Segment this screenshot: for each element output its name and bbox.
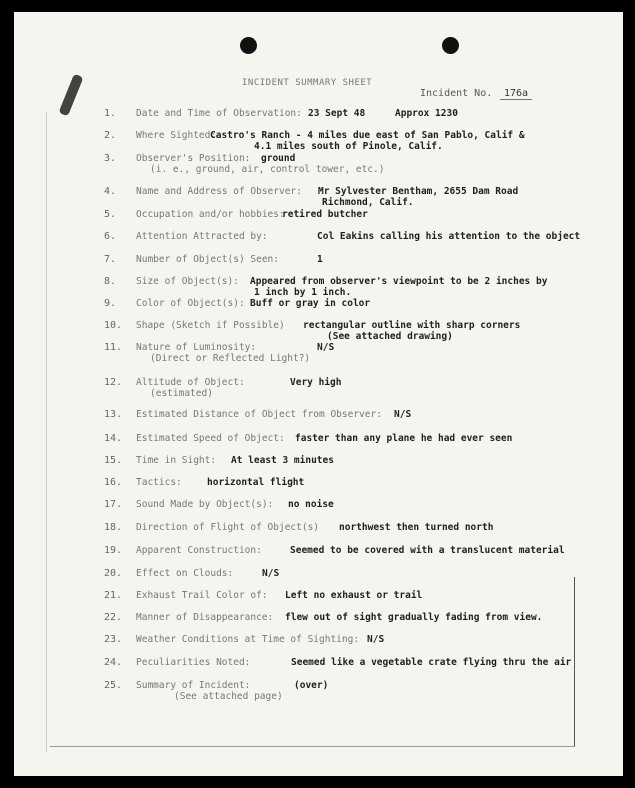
item-answer: Left no exhaust or trail [285, 590, 423, 601]
item-label: Tactics: [136, 477, 182, 488]
item-label: Size of Object(s): [136, 276, 239, 287]
item-answer: 23 Sept 48 [308, 108, 366, 119]
item-number: 8. [104, 276, 117, 287]
item-label: Sound Made by Object(s): [136, 499, 274, 510]
item-number: 11. [104, 342, 123, 353]
item-label: Attention Attracted by: [136, 231, 268, 242]
item-label: Observer's Position: [136, 153, 251, 164]
punch-hole-left [240, 37, 257, 54]
item-answer: N/S [317, 342, 335, 353]
punch-hole-right [442, 37, 459, 54]
item-label: Shape (Sketch if Possible) [136, 320, 285, 331]
item-answer: Appeared from observer's viewpoint to be 2 inches by [250, 276, 548, 287]
document-page [14, 12, 623, 776]
item-answer: flew out of sight gradually fading from view. [285, 612, 543, 623]
item-label: Estimated Speed of Object: [136, 433, 285, 444]
item-answer: At least 3 minutes [231, 455, 334, 466]
item-label: Color of Object(s): [136, 298, 245, 309]
item-number: 22. [104, 612, 123, 623]
item-number: 4. [104, 186, 117, 197]
item-answer: ground [261, 153, 296, 164]
item-label: Date and Time of Observation: [136, 108, 302, 119]
item-label: Number of Object(s) Seen: [136, 254, 279, 265]
item-number: 13. [104, 409, 123, 420]
item-number: 9. [104, 298, 117, 309]
item-number: 1. [104, 108, 117, 119]
item-sublabel: (Direct or Reflected Light?) [150, 353, 311, 364]
item-answer: N/S [394, 409, 412, 420]
item-sublabel: (See attached page) [174, 691, 283, 702]
item-answer: Castro's Ranch - 4 miles due east of San Pablo, Calif & [210, 130, 525, 141]
item-answer: Buff or gray in color [250, 298, 371, 309]
item-label: Peculiarities Noted: [136, 657, 251, 668]
item-number: 25. [104, 680, 123, 691]
item-answer-continued: (See attached drawing) [327, 331, 453, 342]
item-answer: (over) [294, 680, 329, 691]
item-number: 12. [104, 377, 123, 388]
item-number: 5. [104, 209, 117, 220]
item-number: 2. [104, 130, 117, 141]
bottom-border-line [50, 746, 575, 747]
item-sublabel: (estimated) [150, 388, 213, 399]
item-answer: no noise [288, 499, 334, 510]
item-number: 17. [104, 499, 123, 510]
item-number: 20. [104, 568, 123, 579]
item-number: 21. [104, 590, 123, 601]
item-label: Effect on Clouds: [136, 568, 234, 579]
item-answer: Mr Sylvester Bentham, 2655 Dam Road [318, 186, 519, 197]
left-margin-line [46, 112, 47, 752]
item-number: 24. [104, 657, 123, 668]
item-label: Estimated Distance of Object from Observer: [136, 409, 382, 420]
form-title: INCIDENT SUMMARY SHEET [242, 78, 373, 88]
item-answer: 1 [317, 254, 323, 265]
item-label: Nature of Luminosity: [136, 342, 257, 353]
item-answer-secondary: Approx 1230 [395, 108, 458, 119]
item-label: Name and Address of Observer: [136, 186, 302, 197]
item-answer-continued: 4.1 miles south of Pinole, Calif. [254, 141, 443, 152]
item-label: Time in Sight: [136, 455, 217, 466]
item-label: Manner of Disappearance: [136, 612, 274, 623]
item-number: 3. [104, 153, 117, 164]
item-answer: N/S [367, 634, 385, 645]
item-label: Where Sighted: [136, 130, 217, 141]
incident-number: 176a [500, 88, 532, 100]
item-number: 23. [104, 634, 123, 645]
ink-mark [58, 74, 83, 117]
item-answer: rectangular outline with sharp corners [303, 320, 521, 331]
item-label: Apparent Construction: [136, 545, 262, 556]
item-number: 19. [104, 545, 123, 556]
item-label: Summary of Incident: [136, 680, 251, 691]
item-answer: retired butcher [282, 209, 368, 220]
item-label: Altitude of Object: [136, 377, 245, 388]
item-answer: horizontal flight [207, 477, 305, 488]
item-label: Exhaust Trail Color of: [136, 590, 268, 601]
item-answer: Col Eakins calling his attention to the object [317, 231, 581, 242]
item-label: Occupation and/or hobbies: [136, 209, 285, 220]
item-answer: faster than any plane he had ever seen [295, 433, 513, 444]
item-number: 16. [104, 477, 123, 488]
item-answer-continued: 1 inch by 1 inch. [254, 287, 352, 298]
item-answer: Very high [290, 377, 342, 388]
item-number: 18. [104, 522, 123, 533]
item-number: 7. [104, 254, 117, 265]
item-number: 15. [104, 455, 123, 466]
item-number: 6. [104, 231, 117, 242]
item-label: Direction of Flight of Object(s) [136, 522, 320, 533]
item-number: 14. [104, 433, 123, 444]
incident-label: Incident No. [420, 88, 493, 99]
right-border-line [574, 577, 575, 747]
item-answer: Seemed like a vegetable crate flying thru the air [291, 657, 572, 668]
item-answer-continued: Richmond, Calif. [322, 197, 414, 208]
item-answer: Seemed to be covered with a translucent material [290, 545, 565, 556]
item-answer: N/S [262, 568, 280, 579]
item-number: 10. [104, 320, 123, 331]
item-label: Weather Conditions at Time of Sighting: [136, 634, 360, 645]
item-answer: northwest then turned north [339, 522, 494, 533]
item-sublabel: (i. e., ground, air, control tower, etc.) [150, 164, 385, 175]
